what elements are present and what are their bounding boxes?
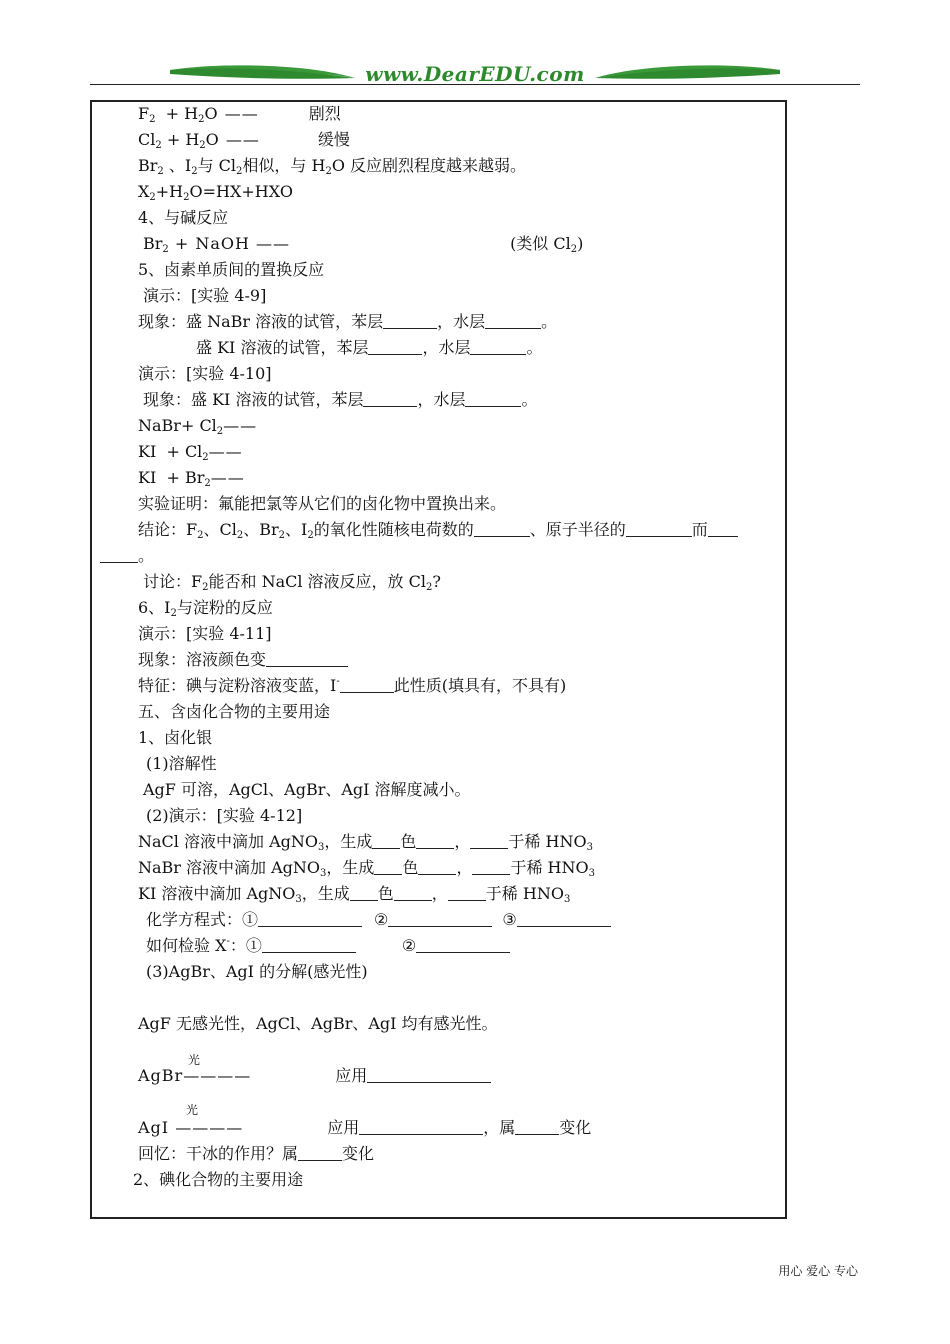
heading-react-base: 4、与碱反应 — [138, 208, 229, 227]
blank[interactable] — [388, 912, 492, 927]
blank[interactable] — [340, 678, 394, 693]
line-f2-water: $F_2 + H_2O$ —— 剧烈 — [138, 104, 341, 125]
blank[interactable] — [474, 522, 530, 537]
line-phenomenon-ki: 盛 KI 溶液的试管，苯层 ，水层 。 — [196, 338, 543, 357]
line-demo-4-10: 演示：[实验 4-10] — [138, 364, 272, 383]
site-logo — [170, 58, 780, 92]
line-cl2-water: $Cl_2 + H_2O$ —— 缓慢 — [138, 130, 350, 151]
blank[interactable] — [359, 1120, 483, 1135]
blank[interactable] — [368, 340, 422, 355]
blank[interactable] — [626, 522, 692, 537]
blank[interactable] — [262, 938, 356, 953]
line-decomposition: (3)AgBr、AgI 的分解(感光性) — [146, 962, 368, 981]
line-chemical-equations: 化学方程式：① ② ③ — [146, 910, 611, 930]
line-experiment-proof: 实验证明：氟能把氯等从它们的卤化物中置换出来。 — [138, 494, 507, 513]
logo-text: www.DearEDU.com — [365, 62, 585, 86]
blank[interactable] — [367, 1068, 491, 1083]
line-ki-cl2: KI + $Cl_2——$ — [138, 442, 243, 463]
blank[interactable] — [383, 314, 437, 329]
blank[interactable] — [363, 392, 417, 407]
label-light: 光 — [188, 1053, 201, 1067]
line-br2-i2-similar: $Br_2$ 、$I_2$与 $Cl_2$相似，与 $H_2O$ 反应剧烈程度越来越弱。 — [138, 156, 527, 177]
heading-uses: 五、含卤化合物的主要用途 — [138, 702, 331, 721]
blank[interactable] — [374, 860, 402, 875]
blank[interactable] — [470, 834, 508, 849]
line-phenomenon-ki-2: 现象：盛 KI 溶液的试管，苯层 ，水层 。 — [143, 390, 538, 409]
line-photosensitivity: AgF 无感光性，AgCl、AgBr、AgI 均有感光性。 — [138, 1014, 498, 1033]
line-solubility-detail: AgF 可溶，AgCl、AgBr、AgI 溶解度减小。 — [143, 780, 471, 799]
label-light: 光 — [186, 1103, 199, 1117]
line-test-halide: 如何检验 X-：① ② — [146, 936, 510, 956]
line-br2-naoh: $Br_2$ + NaOH —— (类似 $Cl_2$) — [143, 234, 584, 255]
line-general-equation: $X_2+H_2O=HX+HXO$ — [138, 182, 293, 203]
line-discussion: 讨论：$F_2$能否和 NaCl 溶液反应，放 $Cl_2$? — [143, 572, 441, 593]
footer-slogan: 用心 爱心 专心 — [778, 1264, 858, 1278]
blank[interactable] — [298, 1146, 342, 1161]
blank[interactable] — [258, 912, 362, 927]
blank[interactable] — [515, 1120, 559, 1135]
line-nabr-cl2: NaBr+ $Cl_2——$ — [138, 416, 258, 437]
blank[interactable] — [266, 652, 348, 667]
line-demo-4-11: 演示：[实验 4-11] — [138, 624, 272, 643]
header-rule — [90, 84, 860, 85]
heading-silver-halide: 1、卤化银 — [138, 728, 213, 747]
line-nacl-agno3: NaCl 溶液中滴加 AgNO$_3$，生成 色 ， 于稀 $HNO_3$ — [138, 832, 593, 853]
line-demo-4-12: (2)演示：[实验 4-12] — [146, 806, 303, 825]
line-ki-agno3: KI 溶液中滴加 AgNO$_3$，生成 色 ， 于稀 $HNO_3$ — [138, 884, 571, 905]
blank[interactable] — [350, 886, 378, 901]
blank[interactable] — [418, 860, 456, 875]
line-conclusion: 结论：$F_2$、$Cl_2$、$Br_2$、$I_2$的氧化性随核电荷数的 、原子半径的 而 — [138, 520, 738, 540]
blank[interactable] — [100, 548, 138, 563]
line-nabr-agno3: NaBr 溶液中滴加 AgNO$_3$，生成 色 ， 于稀 $HNO_3$ — [138, 858, 596, 879]
line-color-change: 现象：溶液颜色变 — [138, 650, 348, 670]
blank[interactable] — [472, 860, 510, 875]
line-demo-4-9: 演示：[实验 4-9] — [143, 286, 267, 305]
heading-i2-starch: 6、$I_2$与淀粉的反应 — [138, 598, 273, 619]
line-agbr-light: AgBr———— 应用 — [138, 1066, 491, 1086]
blank[interactable] — [372, 834, 400, 849]
line-ki-br2: KI + $Br_2——$ — [138, 468, 245, 489]
blank[interactable] — [708, 522, 738, 537]
blank[interactable] — [517, 912, 611, 927]
blank[interactable] — [416, 938, 510, 953]
line-solubility: (1)溶解性 — [146, 754, 217, 773]
line-conclusion-end: 。 — [100, 546, 154, 566]
line-feature: 特征：碘与淀粉溶液变蓝，I- 此性质(填具有，不具有) — [138, 676, 567, 695]
line-agi-light: AgI ———— 应用 ，属 变化 — [138, 1118, 592, 1137]
line-phenomenon-nabr: 现象：盛 NaBr 溶液的试管，苯层 ，水层 。 — [138, 312, 558, 331]
blank[interactable] — [485, 314, 541, 329]
blank[interactable] — [394, 886, 432, 901]
blank[interactable] — [416, 834, 454, 849]
heading-iodide-uses: 2、碘化合物的主要用途 — [133, 1170, 304, 1189]
blank[interactable] — [470, 340, 526, 355]
blank[interactable] — [448, 886, 486, 901]
heading-displacement: 5、卤素单质间的置换反应 — [138, 260, 325, 279]
blank[interactable] — [465, 392, 521, 407]
line-dry-ice: 回忆：干冰的作用？属 变化 — [138, 1144, 375, 1163]
